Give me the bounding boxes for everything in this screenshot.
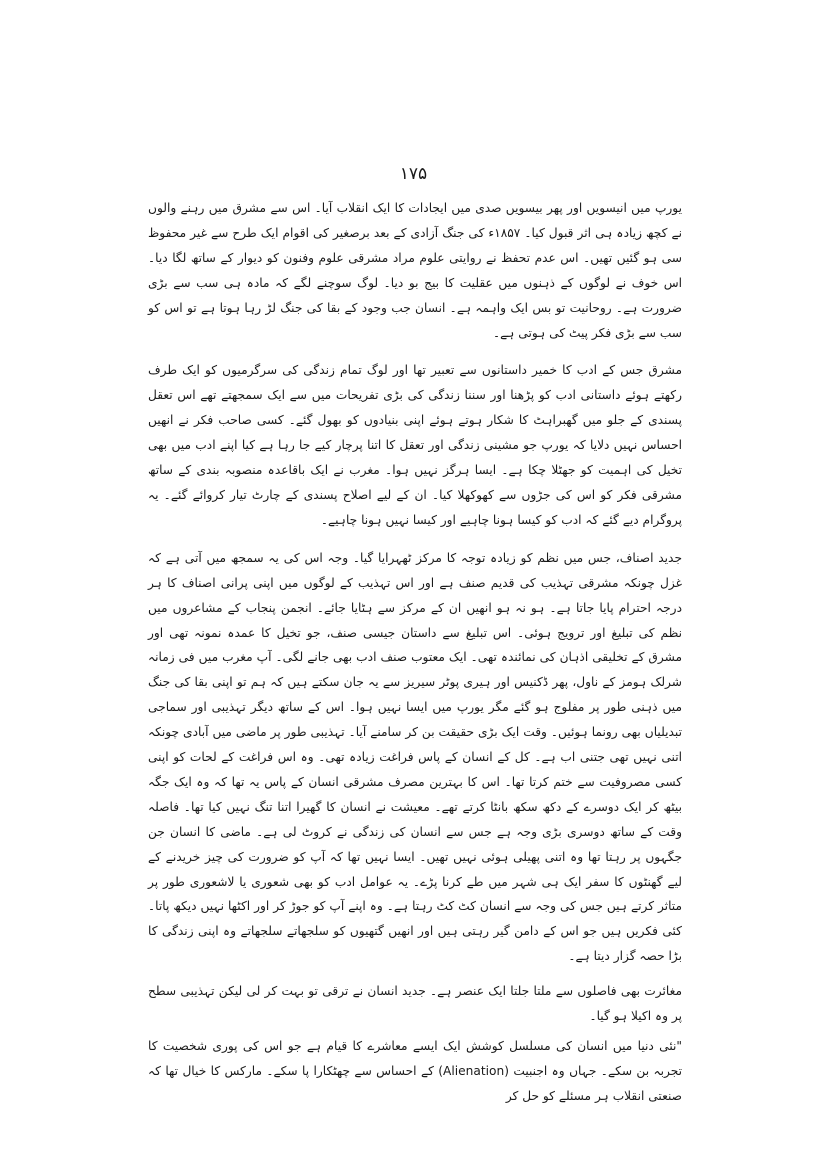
body-text	[148, 196, 682, 1109]
paragraph-east-literature: مشرق جس کے ادب کا خمیر داستانوں سے تعبیر تھا اور لوگ تمام زندگی کی سرگرمیوں کو ایک طرف رکھتے ہوئے داستانی ادب کو پڑھنا اور سننا زندگی کی بڑی تفریحات میں سے ایک سمجھتے تھے اس تعقل پسندی کے جلو میں گھبراہٹ کا شکار ہوتے ہوئے اپنی بنیادوں کو بھول گئے۔ کسی صاحب فکر نے انھیں احساس نہیں دلایا کہ یورپ جو مشینی زندگی اور تعقل کا اتنا پرچار کیے جا رہا ہے کیا اپنے ادب میں بھی تخیل کی اہمیت کو جھٹلا چکا ہے۔ ایسا ہرگز نہیں ہوا۔ مغرب نے ایک باقاعدہ منصوبہ بندی کے ساتھ مشرقی فکر کو اس کی جڑوں سے کھوکھلا کیا۔ ان کے لیے اصلاح پسندی کے چارٹ تیار کروائے گئے۔ یہ پروگرام دیے گئے کہ ادب کو کیسا ہونا چاہیے اور کیسا نہیں ہونا چاہیے۔	[148, 363, 682, 527]
paragraph-modern-genres: جدید اصناف، جس میں نظم کو زیادہ توجہ کا مرکز ٹھہرایا گیا۔ وجہ اس کی یہ سمجھ میں آتی ہے کہ غزل چونکہ مشرقی تہذیب کی قدیم صنف ہے اور اس تہذیب کے لوگوں میں اپنی پرانی اصناف کا ہر درجہ احترام پایا جاتا ہے۔ ہو نہ ہو انھیں ان کے مرکز سے ہٹایا جائے۔ انجمن پنجاب کے مشاعروں میں نظم کی تبلیغ اور ترویج ہوئی۔ اس تبلیغ سے داستان جیسی صنف، جو تخیل کا عمدہ نمونہ تھی اور مشرق کے تخلیقی اذہان کی نمائندہ تھی۔ ایک معتوب صنف ادب بھی جانے لگی۔ آپ مغرب میں فی زمانہ شرلک ہومز کے ناول، پھر ڈکنیس اور ہیری پوٹر سیریز سے یہ جان سکتے ہیں کہ ہم تو اپنی بقا کی جنگ میں ذہنی طور پر مفلوج ہو گئے مگر یورپ میں ایسا نہیں ہوا۔ اس کے ساتھ دیگر تہذیبی اور سماجی تبدیلیاں بھی رونما ہوئیں۔ وقت ایک بڑی حقیقت بن کر سامنے آیا۔ تہذیبی طور پر ماضی میں آبادی چونکہ اتنی نہیں تھی جتنی اب ہے۔ کل کے انسان کے پاس فراغت زیادہ تھی۔ وہ اس فراغت کے لحات کو اپنی کسی مصروفیت سے ختم کرتا تھا۔ اس کا بہترین مصرف مشرقی انسان کے پاس یہ تھا کہ وہ ایک جگہ بیٹھ کر ایک دوسرے کے دکھ سکھ بانٹا کرتے تھے۔ معیشت نے انسان کا گھیرا اتنا تنگ نہیں کیا تھا۔ فاصلہ وقت کے ساتھ دوسری بڑی وجہ ہے جس سے انسان کی زندگی نے کروٹ لی ہے۔ ماضی کا انسان جن جگہوں پر رہتا تھا وہ اتنی پھیلی ہوئی نہیں تھیں۔ ایسا نہیں تھا کہ آپ کو ضرورت کی چیز خریدنے کے لیے گھنٹوں کا سفر ایک ہی شہر میں طے کرنا پڑے۔ یہ عوامل ادب کو بھی شعوری یا لاشعوری طور پر متاثر کرتے ہیں جس کی وجہ سے انسان کٹ کٹ رہتا ہے۔ وہ اپنے آپ کو جوڑ کر اور اکٹھا نہیں دیکھ پاتا۔ کئی فکریں ہیں جو اس کے دامن گیر رہتی ہیں اور انھیں گتھیوں کو سلجھاتے سلجھاتے وہ اپنی زندگی کا بڑا حصہ گزار دیتا ہے۔	[148, 550, 682, 964]
paragraph-inventions: یورپ میں انیسویں اور پھر بیسویں صدی میں ایجادات کا ایک انقلاب آیا۔ اس سے مشرق میں رہنے والوں نے کچھ زیادہ ہی اثر قبول کیا۔ ۱۸۵۷ء کی جنگ آزادی کے بعد برصغیر کی اقوام ایک طرح سے غیر محفوظ سی ہو گئیں تھیں۔ اس عدم تحفظ نے روایتی علوم مراد مشرقی علوم وفنون کو دیوار کے ساتھ لگا دیا۔ اس خوف نے لوگوں کے ذہنوں میں عقلیت کا بیج بو دیا۔ لوگ سوچنے لگے کہ مادہ ہی سب سے بڑی ضرورت ہے۔ روحانیت تو بس ایک واہمہ ہے۔ انسان جب وجود کے بقا کی جنگ لڑ رہا ہوتا ہے تو اس کو سب سے بڑی فکر پیٹ کی ہوتی ہے۔	[148, 201, 683, 340]
paragraph-alienation: مغائرت بھی فاصلوں سے ملتا جلتا ایک عنصر ہے۔ جدید انسان نے ترقی تو بہت کر لی لیکن تہذیبی سطح پر وہ اکیلا ہو گیا۔	[148, 984, 682, 1024]
page-number: ۱۷۵	[399, 164, 428, 184]
paragraph-quotation: "نئی دنیا میں انسان کی مسلسل کوشش ایک ایسے معاشرے کا قیام ہے جو اس کی پوری شخصیت کا تجربہ بن سکے۔ جہاں وہ اجنبیت (Alienation) کے احساس سے چھٹکارا پا سکے۔ مارکس کا خیال تھا کہ صنعتی انقلاب ہر مسئلے کو حل کر	[148, 1039, 682, 1103]
